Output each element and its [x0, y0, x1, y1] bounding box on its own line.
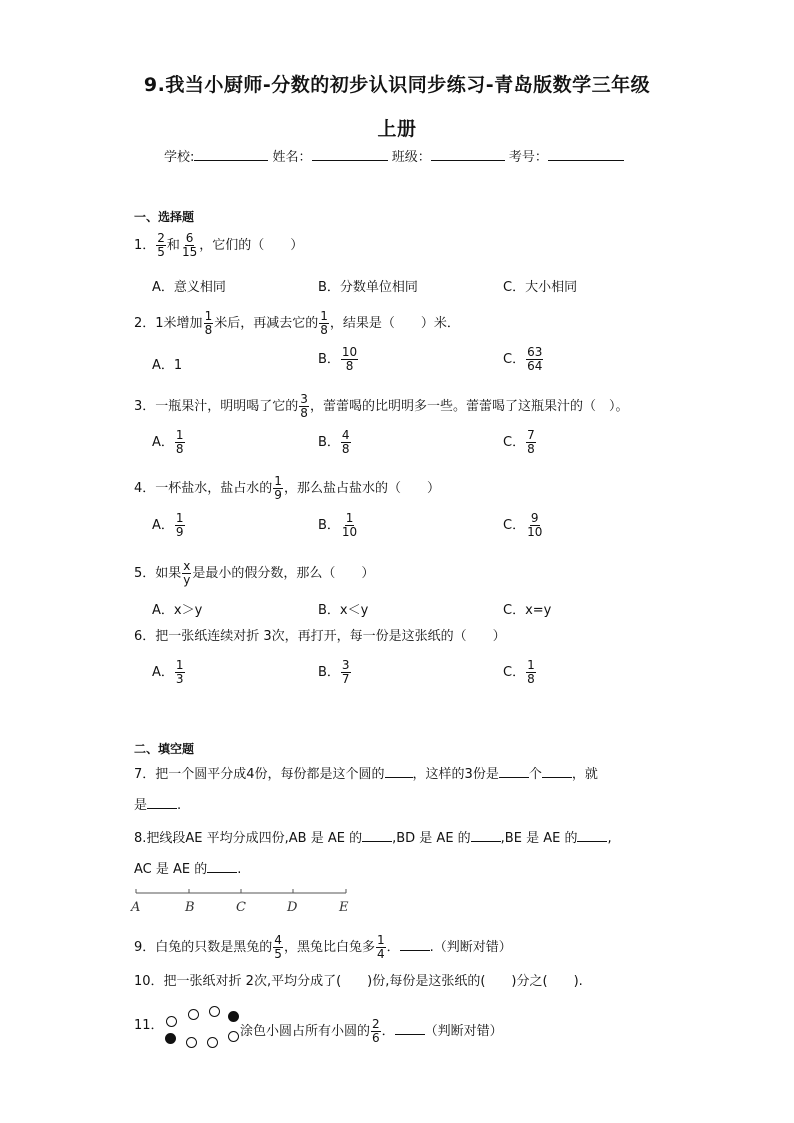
- fraction: $\frac{4}{5}$: [274, 933, 282, 961]
- school-label: 学校:: [164, 150, 195, 165]
- q2-option-a[interactable]: A．1: [152, 358, 183, 373]
- answer-blank[interactable]: [542, 765, 572, 778]
- fraction: $\frac{x}{y}$: [183, 559, 191, 587]
- point-label-a: A: [131, 900, 141, 915]
- q6-option-b[interactable]: B． $\frac{3}{7}$: [318, 658, 350, 686]
- fraction: $\frac{1}{8}$: [175, 428, 184, 456]
- question-2: 2．1米增加 $\frac{1}{8}$ 米后，再减去它的 $\frac{1}{8}$ ，结果是（ ）米．: [134, 309, 460, 337]
- fraction: $\frac{10}{8}$: [341, 345, 358, 373]
- answer-blank[interactable]: [385, 765, 413, 778]
- question-4: 4．一杯盐水，盐占水的 $\frac{1}{9}$ ，那么盐占盐水的（ ）: [134, 474, 440, 502]
- q5-option-b[interactable]: B．x＜y: [318, 603, 369, 618]
- fraction: $\frac{6}{15}$: [181, 231, 198, 259]
- q1-option-b[interactable]: B．分数单位相同: [318, 280, 418, 295]
- fraction: $\frac{9}{10}$: [527, 511, 543, 539]
- answer-blank[interactable]: [207, 860, 237, 873]
- question-7-line-1: 7．把一个圆平分成4份，每份都是这个圆的 ，这样的3份是 个 ，就: [134, 767, 598, 782]
- q4-option-a[interactable]: A． $\frac{1}{9}$: [152, 511, 184, 539]
- circle-empty: [209, 1006, 220, 1017]
- circle-empty: [186, 1037, 197, 1048]
- info-line: [164, 146, 624, 165]
- fraction: $\frac{3}{7}$: [341, 658, 350, 686]
- section-choice: 一、选择题: [134, 210, 195, 224]
- q5-option-c[interactable]: C．x=y: [503, 603, 552, 618]
- title-line-1: 9.我当小厨师-分数的初步认识同步练习-青岛版数学三年级: [143, 74, 651, 96]
- point-label-b: B: [185, 900, 195, 915]
- fraction: $\frac{1}{10}$: [341, 511, 358, 539]
- point-label-c: C: [236, 900, 246, 915]
- fraction: $\frac{2}{5}$: [157, 231, 165, 259]
- section-fill: 二、填空题: [134, 742, 195, 756]
- answer-blank[interactable]: [400, 938, 430, 951]
- q4-option-c[interactable]: C． $\frac{9}{10}$: [503, 511, 543, 539]
- fraction: $\frac{1}{3}$: [175, 658, 184, 686]
- question-9: 9．白兔的只数是黑兔的 $\frac{4}{5}$ ，黑兔比白兔多 $\frac{1}{4}$ ． .（判断对错）: [134, 933, 512, 961]
- circle-empty: [228, 1031, 239, 1042]
- class-blank[interactable]: [431, 148, 505, 161]
- point-label-e: E: [339, 900, 349, 915]
- fraction: $\frac{7}{8}$: [527, 428, 535, 456]
- fraction: $\frac{2}{6}$: [372, 1017, 380, 1045]
- answer-blank[interactable]: [147, 796, 177, 809]
- answer-blank[interactable]: [577, 829, 607, 842]
- title-line-2: 上册: [377, 118, 417, 140]
- q2-option-c[interactable]: C． $\frac{63}{64}$: [503, 345, 543, 373]
- fraction: $\frac{3}{8}$: [300, 392, 308, 420]
- q3-option-b[interactable]: B． $\frac{4}{8}$: [318, 428, 350, 456]
- circle-filled: [165, 1033, 176, 1044]
- q1-option-a[interactable]: A．意义相同: [152, 280, 226, 295]
- q3-option-a[interactable]: A． $\frac{1}{8}$: [152, 428, 184, 456]
- name-label: 姓名：: [272, 150, 312, 165]
- circle-empty: [207, 1037, 218, 1048]
- q5-option-a[interactable]: A．x＞y: [152, 603, 203, 618]
- question-11: 涂色小圆占所有小圆的 $\frac{2}{6}$ ． （判断对错）: [240, 1017, 503, 1045]
- exam-no-blank[interactable]: [548, 148, 624, 161]
- circle-empty: [188, 1009, 199, 1020]
- question-8-line-1: 8.把线段AE 平均分成四份,AB 是 AE 的 ,BD 是 AE 的 ,BE 是 AE 的 ,: [134, 831, 612, 846]
- school-blank[interactable]: [194, 148, 268, 161]
- answer-blank[interactable]: [499, 765, 529, 778]
- answer-blank[interactable]: [362, 829, 392, 842]
- fraction: $\frac{63}{64}$: [527, 345, 543, 373]
- exam-no-label: 考号：: [508, 150, 548, 165]
- question-5: 5．如果 $\frac{x}{y}$ 是最小的假分数，那么（ ）: [134, 559, 375, 587]
- fraction: $\frac{1}{8}$: [320, 309, 328, 337]
- question-3: 3．一瓶果汁，明明喝了它的 $\frac{3}{8}$ ，蕾蕾喝的比明明多一些。蕾蕾喝了这瓶果汁的（ ）。: [134, 392, 629, 420]
- q6-option-c[interactable]: C． $\frac{1}{8}$: [503, 658, 535, 686]
- question-1: 1． $\frac{2}{5}$ 和 $\frac{6}{15}$ ，它们的（ ）: [134, 231, 304, 259]
- question-number: 1．: [134, 238, 156, 253]
- question-6: 6．把一张纸连续对折 3次，再打开，每一份是这张纸的（ ）: [134, 629, 506, 644]
- q4-option-b[interactable]: B． $\frac{1}{10}$: [318, 511, 358, 539]
- line-segment-diagram: [128, 884, 358, 916]
- question-10: 10．把一张纸对折 2次,平均分成了( )份,每份是这张纸的( )分之( ).: [134, 974, 583, 989]
- answer-blank[interactable]: [395, 1022, 425, 1035]
- answer-blank[interactable]: [471, 829, 501, 842]
- q6-option-a[interactable]: A． $\frac{1}{3}$: [152, 658, 184, 686]
- q1-option-c[interactable]: C．大小相同: [503, 280, 578, 295]
- circle-empty: [166, 1016, 177, 1027]
- q2-option-b[interactable]: B． $\frac{10}{8}$: [318, 345, 358, 373]
- fraction: $\frac{1}{9}$: [274, 474, 282, 502]
- fraction: $\frac{4}{8}$: [341, 428, 350, 456]
- point-label-d: D: [287, 900, 298, 915]
- question-11-number: 11．: [134, 1018, 164, 1033]
- fraction: $\frac{1}{8}$: [527, 658, 535, 686]
- circle-filled: [228, 1011, 239, 1022]
- name-blank[interactable]: [312, 148, 388, 161]
- fraction: $\frac{1}{9}$: [175, 511, 184, 539]
- class-label: 班级：: [391, 150, 431, 165]
- fraction: $\frac{1}{4}$: [376, 933, 385, 961]
- question-8-line-2: AC 是 AE 的 .: [134, 862, 242, 877]
- q3-option-c[interactable]: C． $\frac{7}{8}$: [503, 428, 535, 456]
- question-7-line-2: 是 .: [134, 798, 182, 813]
- circles-figure: [160, 1004, 240, 1050]
- fraction: $\frac{1}{8}$: [204, 309, 213, 337]
